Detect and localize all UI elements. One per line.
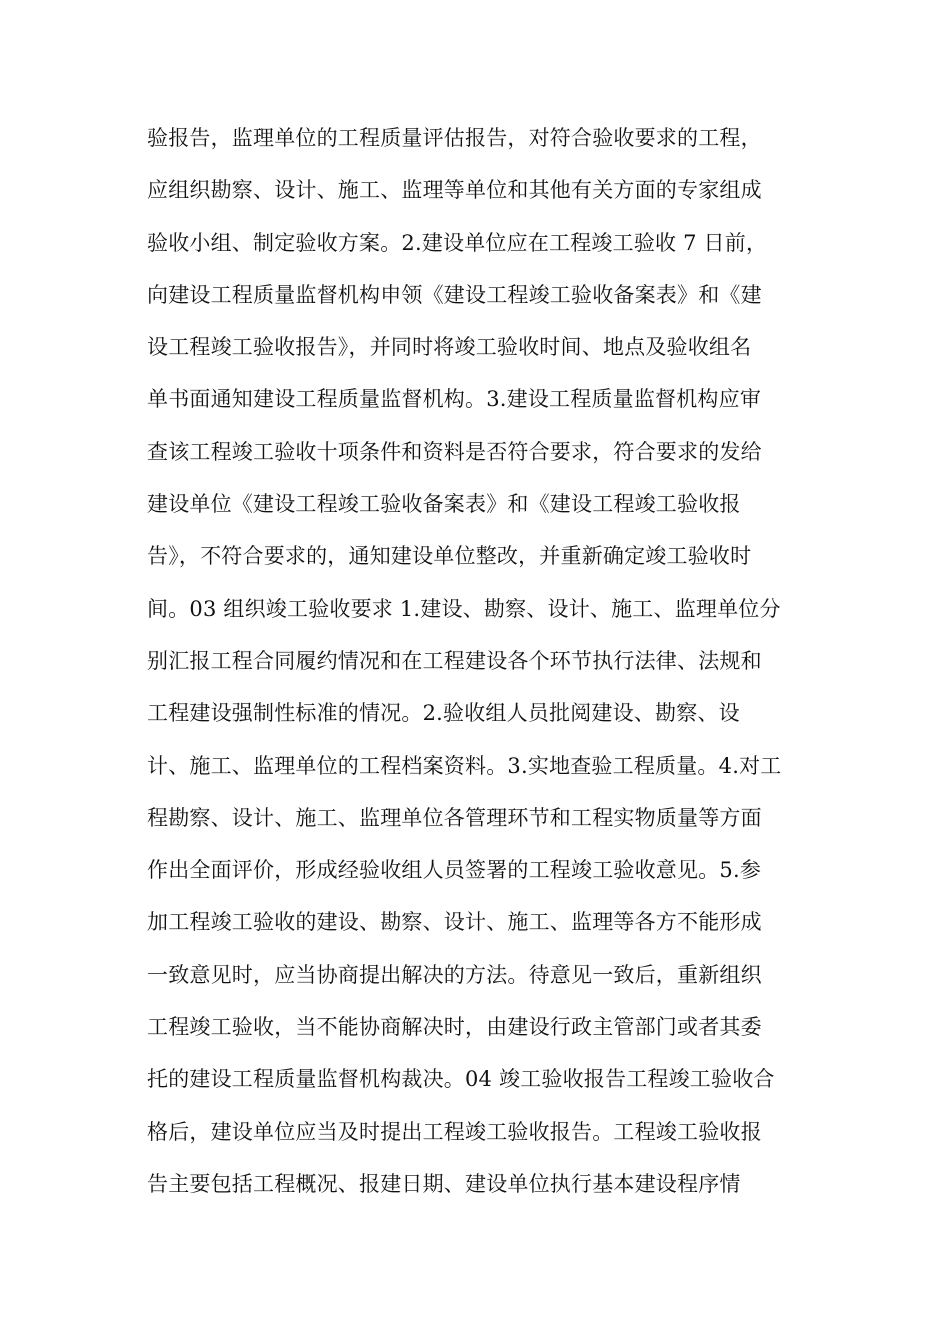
text-line: 一致意见时，应当协商提出解决的方法。待意见一致后，重新组织 <box>147 962 762 987</box>
text-line: 向建设工程质量监督机构申领《建设工程竣工验收备案表》和《建 <box>147 282 762 307</box>
text-line: 设工程竣工验收报告》，并同时将竣工验收时间、地点及验收组名 <box>147 335 752 360</box>
text-line: 别汇报工程合同履约情况和在工程建设各个环节执行法律、法规和 <box>147 648 762 673</box>
text-line: 程勘察、设计、施工、监理单位各管理环节和工程实物质量等方面 <box>147 805 762 830</box>
text-line: 单书面通知建设工程质量监督机构。3.建设工程质量监督机构应审 <box>147 387 762 412</box>
text-line: 查该工程竣工验收十项条件和资料是否符合要求，符合要求的发给 <box>147 439 762 464</box>
text-line: 工程竣工验收，当不能协商解决时，由建设行政主管部门或者其委 <box>147 1015 762 1040</box>
text-line: 加工程竣工验收的建设、勘察、设计、施工、监理等各方不能形成 <box>147 910 762 935</box>
text-line: 作出全面评价，形成经验收组人员签署的工程竣工验收意见。5.参 <box>147 858 762 883</box>
text-line: 间。03 组织竣工验收要求 1.建设、勘察、设计、施工、监理单位分 <box>147 596 781 621</box>
text-line: 告主要包括工程概况、报建日期、建设单位执行基本建设程序情 <box>147 1171 741 1196</box>
text-line: 托的建设工程质量监督机构裁决。04 竣工验收报告工程竣工验收合 <box>147 1067 775 1092</box>
text-line: 应组织勘察、设计、施工、监理等单位和其他有关方面的专家组成 <box>147 178 762 203</box>
text-line: 格后，建设单位应当及时提出工程竣工验收报告。工程竣工验收报 <box>147 1119 762 1144</box>
text-line: 告》，不符合要求的，通知建设单位整改，并重新确定竣工验收时 <box>147 544 752 569</box>
text-line: 验收小组、制定验收方案。2.建设单位应在工程竣工验收 7 日前， <box>147 230 768 255</box>
text-line: 计、施工、监理单位的工程档案资料。3.实地查验工程质量。4.对工 <box>147 753 782 778</box>
body-text <box>147 118 817 1216</box>
text-line: 验报告，监理单位的工程质量评估报告，对符合验收要求的工程， <box>147 126 762 150</box>
text-line: 建设单位《建设工程竣工验收备案表》和《建设工程竣工验收报 <box>147 492 741 517</box>
text-line: 工程建设强制性标准的情况。2.验收组人员批阅建设、勘察、设 <box>147 701 740 726</box>
